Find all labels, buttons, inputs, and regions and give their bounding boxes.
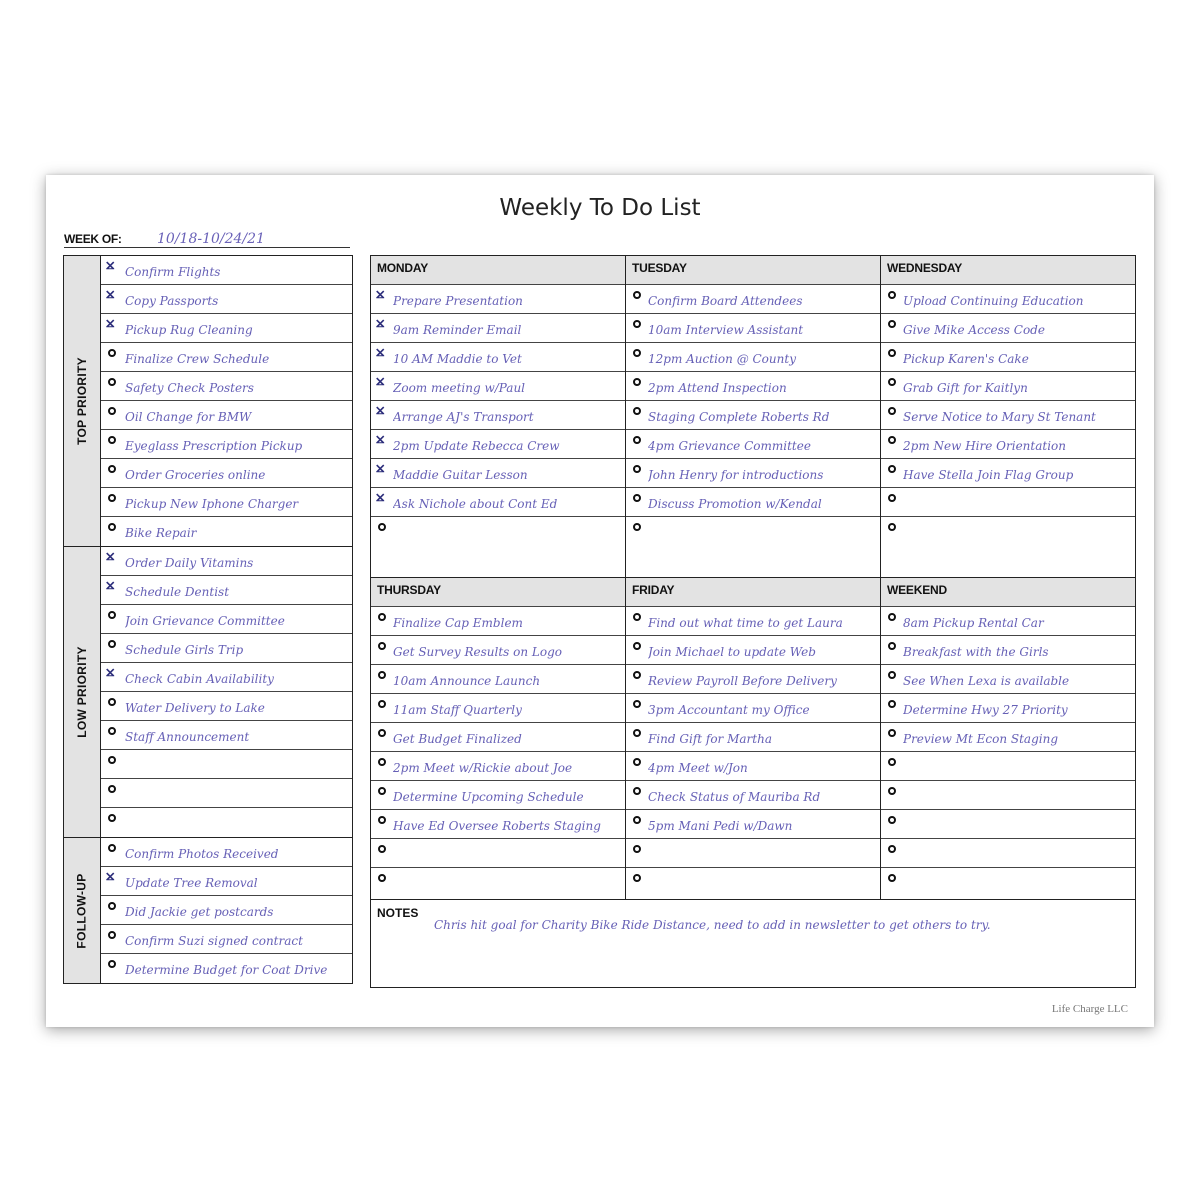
checkbox-circle-icon[interactable]: [108, 727, 116, 735]
task-row[interactable]: [101, 838, 352, 867]
section-label: [64, 838, 101, 983]
week-of-field: [64, 227, 350, 248]
empty-task-row[interactable]: [881, 839, 1135, 868]
checkbox-circle-icon[interactable]: [378, 874, 386, 882]
week-of-label: WEEK OF:: [64, 232, 122, 246]
day-row: [371, 578, 1135, 900]
task-row[interactable]: [101, 692, 352, 721]
task-row[interactable]: [371, 314, 625, 343]
task-text[interactable]: Confirm Board Attendees: [648, 294, 803, 308]
day-header: MONDAY: [371, 256, 625, 285]
checkbox-circle-icon[interactable]: [888, 671, 896, 679]
task-text[interactable]: Eyeglass Prescription Pickup: [125, 439, 303, 453]
task-row[interactable]: [881, 636, 1135, 665]
task-row[interactable]: [101, 925, 352, 954]
checkbox-circle-icon[interactable]: [633, 320, 641, 328]
checkbox-circle-icon[interactable]: [378, 700, 386, 708]
task-row[interactable]: [371, 694, 625, 723]
day-column: [881, 578, 1135, 899]
task-row[interactable]: [626, 694, 880, 723]
task-row[interactable]: [101, 430, 352, 459]
checkbox-circle-icon[interactable]: [633, 349, 641, 357]
task-row[interactable]: [101, 343, 352, 372]
empty-task-row[interactable]: [881, 488, 1135, 517]
task-text[interactable]: 2pm Attend Inspection: [648, 381, 787, 395]
task-text[interactable]: 2pm New Hire Orientation: [903, 439, 1066, 453]
task-text[interactable]: Pickup New Iphone Charger: [125, 497, 299, 511]
checkbox-circle-icon[interactable]: [633, 436, 641, 444]
task-row[interactable]: [626, 723, 880, 752]
checkbox-circle-icon[interactable]: [108, 349, 116, 357]
day-header: FRIDAY: [626, 578, 880, 607]
task-text[interactable]: Discuss Promotion w/Kendal: [648, 497, 822, 511]
task-row[interactable]: [101, 488, 352, 517]
checkbox-circle-icon[interactable]: [108, 407, 116, 415]
checkbox-circle-icon[interactable]: [108, 611, 116, 619]
task-text[interactable]: Serve Notice to Mary St Tenant: [903, 410, 1096, 424]
task-text[interactable]: Maddie Guitar Lesson: [393, 468, 528, 482]
task-row[interactable]: [881, 430, 1135, 459]
empty-task-row[interactable]: [371, 517, 625, 546]
task-row[interactable]: [101, 867, 352, 896]
checkbox-circle-icon[interactable]: [888, 523, 896, 531]
task-row[interactable]: [881, 665, 1135, 694]
task-text[interactable]: Confirm Photos Received: [125, 847, 279, 861]
task-text[interactable]: 2pm Meet w/Rickie about Joe: [393, 761, 573, 775]
task-text[interactable]: Order Daily Vitamins: [125, 556, 254, 570]
checkbox-circle-icon[interactable]: [108, 494, 116, 502]
task-text[interactable]: Check Cabin Availability: [125, 672, 274, 686]
empty-task-row[interactable]: [101, 779, 352, 808]
task-row[interactable]: [371, 636, 625, 665]
checkbox-circle-icon[interactable]: [378, 671, 386, 679]
checkbox-circle-icon[interactable]: [633, 874, 641, 882]
checkbox-circle-icon[interactable]: [633, 671, 641, 679]
footer-brand: Life Charge LLC: [1051, 1003, 1128, 1015]
task-text[interactable]: Determine Budget for Coat Drive: [125, 963, 328, 977]
task-row[interactable]: [371, 810, 625, 839]
task-row[interactable]: [371, 607, 625, 636]
day-header: THURSDAY: [371, 578, 625, 607]
day-column: [626, 256, 881, 577]
task-text[interactable]: Get Budget Finalized: [393, 732, 522, 746]
checkbox-circle-icon[interactable]: [888, 816, 896, 824]
task-text[interactable]: Zoom meeting w/Paul: [393, 381, 526, 395]
priority-section: [64, 838, 352, 983]
day-column: [626, 578, 881, 899]
checkbox-circle-icon[interactable]: [888, 465, 896, 473]
checked-mark-icon[interactable]: ⨲: [376, 285, 385, 302]
task-text[interactable]: Give Mike Access Code: [903, 323, 1045, 337]
task-row[interactable]: [626, 781, 880, 810]
day-column: [881, 256, 1135, 577]
checkbox-circle-icon[interactable]: [633, 291, 641, 299]
checked-mark-icon[interactable]: ⨲: [106, 256, 115, 273]
task-row[interactable]: [626, 607, 880, 636]
checkbox-circle-icon[interactable]: [108, 756, 116, 764]
task-text[interactable]: Staff Announcement: [125, 730, 250, 744]
checkbox-circle-icon[interactable]: [108, 523, 116, 531]
checked-mark-icon[interactable]: ⨲: [376, 459, 385, 476]
task-row[interactable]: [626, 752, 880, 781]
task-text[interactable]: Join Michael to update Web: [648, 645, 816, 659]
task-row[interactable]: [101, 314, 352, 343]
checkbox-circle-icon[interactable]: [108, 902, 116, 910]
task-text[interactable]: Check Status of Mauriba Rd: [648, 790, 821, 804]
task-row[interactable]: [371, 401, 625, 430]
task-row[interactable]: [626, 314, 880, 343]
task-text[interactable]: Order Groceries online: [125, 468, 266, 482]
checkbox-circle-icon[interactable]: [888, 436, 896, 444]
checkbox-circle-icon[interactable]: [108, 960, 116, 968]
days-block: [370, 255, 1136, 988]
checkbox-circle-icon[interactable]: [888, 407, 896, 415]
task-text[interactable]: See When Lexa is available: [903, 674, 1070, 688]
task-text[interactable]: Find out what time to get Laura: [648, 616, 843, 630]
checkbox-circle-icon[interactable]: [633, 494, 641, 502]
empty-task-row[interactable]: [881, 810, 1135, 839]
task-row[interactable]: [101, 605, 352, 634]
notes-section: [371, 900, 1135, 986]
task-row[interactable]: [626, 459, 880, 488]
checked-mark-icon[interactable]: ⨲: [106, 663, 115, 680]
task-row[interactable]: [371, 488, 625, 517]
task-text[interactable]: Determine Upcoming Schedule: [393, 790, 584, 804]
priority-block: [63, 255, 353, 984]
notes-label: NOTES: [377, 906, 419, 920]
task-text[interactable]: 9am Reminder Email: [393, 323, 522, 337]
checkbox-circle-icon[interactable]: [888, 494, 896, 502]
task-row[interactable]: [881, 285, 1135, 314]
task-row[interactable]: [371, 285, 625, 314]
task-row[interactable]: [881, 401, 1135, 430]
section-label-text: FOLLOW-UP: [75, 872, 89, 949]
checkbox-circle-icon[interactable]: [888, 320, 896, 328]
task-row[interactable]: [881, 343, 1135, 372]
checked-mark-icon[interactable]: ⨲: [106, 547, 115, 564]
checked-mark-icon[interactable]: ⨲: [106, 576, 115, 593]
task-text[interactable]: Preview Mt Econ Staging: [903, 732, 1059, 746]
task-text[interactable]: 8am Pickup Rental Car: [903, 616, 1044, 630]
task-row[interactable]: [626, 401, 880, 430]
task-row[interactable]: [101, 459, 352, 488]
task-text[interactable]: Finalize Crew Schedule: [125, 352, 270, 366]
task-text[interactable]: Prepare Presentation: [393, 294, 523, 308]
task-text[interactable]: Have Stella Join Flag Group: [903, 468, 1074, 482]
task-row[interactable]: [371, 430, 625, 459]
empty-task-row[interactable]: [101, 808, 352, 837]
empty-task-row[interactable]: [881, 868, 1135, 897]
checkbox-circle-icon[interactable]: [108, 844, 116, 852]
task-text[interactable]: Did Jackie get postcards: [125, 905, 274, 919]
checkbox-circle-icon[interactable]: [633, 845, 641, 853]
task-row[interactable]: [101, 401, 352, 430]
checkbox-circle-icon[interactable]: [888, 700, 896, 708]
checkbox-circle-icon[interactable]: [888, 845, 896, 853]
section-items: [101, 838, 352, 983]
checkbox-circle-icon[interactable]: [888, 787, 896, 795]
priority-section: [64, 256, 352, 547]
task-text[interactable]: 5pm Mani Pedi w/Dawn: [648, 819, 793, 833]
checkbox-circle-icon[interactable]: [108, 378, 116, 386]
checkbox-circle-icon[interactable]: [378, 816, 386, 824]
task-row[interactable]: [101, 576, 352, 605]
day-header: TUESDAY: [626, 256, 880, 285]
checkbox-circle-icon[interactable]: [633, 642, 641, 650]
day-column: [371, 256, 626, 577]
checkbox-circle-icon[interactable]: [108, 465, 116, 473]
checkbox-circle-icon[interactable]: [888, 349, 896, 357]
task-text[interactable]: Have Ed Oversee Roberts Staging: [393, 819, 601, 833]
section-items: [101, 256, 352, 546]
priority-section: [64, 547, 352, 838]
task-row[interactable]: [626, 343, 880, 372]
empty-task-row[interactable]: [881, 517, 1135, 546]
checkbox-circle-icon[interactable]: [633, 523, 641, 531]
checkbox-circle-icon[interactable]: [108, 640, 116, 648]
notes-text[interactable]: Chris hit goal for Charity Bike Ride Distance, need to add in newsletter to get others to try.: [434, 918, 991, 932]
task-row[interactable]: [881, 314, 1135, 343]
checkbox-circle-icon[interactable]: [378, 729, 386, 737]
checkbox-circle-icon[interactable]: [633, 787, 641, 795]
checkbox-circle-icon[interactable]: [888, 613, 896, 621]
checkbox-circle-icon[interactable]: [888, 758, 896, 766]
task-row[interactable]: [101, 896, 352, 925]
checkbox-circle-icon[interactable]: [378, 642, 386, 650]
checked-mark-icon[interactable]: ⨲: [376, 488, 385, 505]
task-text[interactable]: John Henry for introductions: [648, 468, 824, 482]
task-row[interactable]: [101, 256, 352, 285]
checkbox-circle-icon[interactable]: [378, 523, 386, 531]
task-row[interactable]: [371, 459, 625, 488]
checkbox-circle-icon[interactable]: [888, 642, 896, 650]
task-text[interactable]: Confirm Suzi signed contract: [125, 934, 303, 948]
task-row[interactable]: [626, 372, 880, 401]
task-row[interactable]: [101, 663, 352, 692]
checkbox-circle-icon[interactable]: [633, 758, 641, 766]
checked-mark-icon[interactable]: ⨲: [106, 285, 115, 302]
task-text[interactable]: 10am Announce Launch: [393, 674, 541, 688]
task-text[interactable]: 11am Staff Quarterly: [393, 703, 522, 717]
task-text[interactable]: 3pm Accountant my Office: [648, 703, 810, 717]
task-row[interactable]: [101, 285, 352, 314]
task-text[interactable]: 2pm Update Rebecca Crew: [393, 439, 560, 453]
task-row[interactable]: [881, 694, 1135, 723]
checkbox-circle-icon[interactable]: [888, 729, 896, 737]
task-row[interactable]: [626, 810, 880, 839]
task-text[interactable]: 4pm Meet w/Jon: [648, 761, 748, 775]
task-text[interactable]: Confirm Flights: [125, 265, 221, 279]
task-text[interactable]: 12pm Auction @ County: [648, 352, 796, 366]
task-text[interactable]: Schedule Dentist: [125, 585, 230, 599]
empty-task-row[interactable]: [371, 839, 625, 868]
section-label-text: TOP PRIORITY: [75, 357, 89, 445]
task-text[interactable]: Schedule Girls Trip: [125, 643, 244, 657]
task-text[interactable]: Pickup Rug Cleaning: [125, 323, 253, 337]
empty-task-row[interactable]: [881, 781, 1135, 810]
checkbox-circle-icon[interactable]: [633, 816, 641, 824]
task-text[interactable]: Get Survey Results on Logo: [393, 645, 563, 659]
checked-mark-icon[interactable]: ⨲: [106, 867, 115, 884]
day-header: WEEKEND: [881, 578, 1135, 607]
empty-task-row[interactable]: [881, 752, 1135, 781]
checkbox-circle-icon[interactable]: [633, 700, 641, 708]
checkbox-circle-icon[interactable]: [378, 787, 386, 795]
todo-sheet: [46, 175, 1154, 1027]
checked-mark-icon[interactable]: ⨲: [106, 314, 115, 331]
task-row[interactable]: [101, 517, 352, 546]
task-row[interactable]: [626, 636, 880, 665]
checkbox-circle-icon[interactable]: [633, 465, 641, 473]
task-row[interactable]: [881, 372, 1135, 401]
empty-task-row[interactable]: [626, 868, 880, 897]
day-row: [371, 256, 1135, 578]
checkbox-circle-icon[interactable]: [888, 874, 896, 882]
page-title: Weekly To Do List: [499, 195, 701, 221]
task-row[interactable]: [371, 343, 625, 372]
section-items: [101, 547, 352, 837]
task-text[interactable]: Determine Hwy 27 Priority: [903, 703, 1068, 717]
checkbox-circle-icon[interactable]: [888, 291, 896, 299]
task-row[interactable]: [626, 665, 880, 694]
task-text[interactable]: Join Grievance Committee: [125, 614, 285, 628]
task-row[interactable]: [371, 781, 625, 810]
checkbox-circle-icon[interactable]: [378, 758, 386, 766]
task-text[interactable]: Staging Complete Roberts Rd: [648, 410, 830, 424]
task-text[interactable]: 10 AM Maddie to Vet: [393, 352, 522, 366]
task-text[interactable]: Bike Repair: [125, 526, 197, 540]
checkbox-circle-icon[interactable]: [888, 378, 896, 386]
task-row[interactable]: [371, 665, 625, 694]
task-text[interactable]: Breakfast with the Girls: [903, 645, 1049, 659]
task-row[interactable]: [371, 372, 625, 401]
task-row[interactable]: [626, 430, 880, 459]
task-text[interactable]: Update Tree Removal: [125, 876, 258, 890]
day-column: [371, 578, 626, 899]
task-text[interactable]: Copy Passports: [125, 294, 219, 308]
task-text[interactable]: Arrange AJ's Transport: [393, 410, 534, 424]
task-row[interactable]: [101, 547, 352, 576]
task-row[interactable]: [881, 607, 1135, 636]
checkbox-circle-icon[interactable]: [108, 814, 116, 822]
section-label: [64, 256, 101, 546]
task-text[interactable]: Water Delivery to Lake: [125, 701, 265, 715]
checkbox-circle-icon[interactable]: [633, 729, 641, 737]
task-row[interactable]: [881, 723, 1135, 752]
empty-task-row[interactable]: [371, 868, 625, 897]
checkbox-circle-icon[interactable]: [108, 785, 116, 793]
task-row[interactable]: [626, 488, 880, 517]
checkbox-circle-icon[interactable]: [378, 845, 386, 853]
checked-mark-icon[interactable]: ⨲: [376, 343, 385, 360]
task-text[interactable]: Review Payroll Before Delivery: [648, 674, 837, 688]
checkbox-circle-icon[interactable]: [633, 613, 641, 621]
checkbox-circle-icon[interactable]: [378, 613, 386, 621]
task-row[interactable]: [626, 285, 880, 314]
checkbox-circle-icon[interactable]: [633, 378, 641, 386]
task-text[interactable]: Pickup Karen's Cake: [903, 352, 1029, 366]
task-text[interactable]: Upload Continuing Education: [903, 294, 1084, 308]
task-text[interactable]: 4pm Grievance Committee: [648, 439, 811, 453]
task-row[interactable]: [101, 721, 352, 750]
task-row[interactable]: [881, 459, 1135, 488]
checkbox-circle-icon[interactable]: [108, 436, 116, 444]
empty-task-row[interactable]: [626, 517, 880, 546]
task-text[interactable]: Oil Change for BMW: [125, 410, 252, 424]
task-text[interactable]: 10am Interview Assistant: [648, 323, 804, 337]
task-row[interactable]: [371, 723, 625, 752]
day-header: WEDNESDAY: [881, 256, 1135, 285]
task-text[interactable]: Safety Check Posters: [125, 381, 254, 395]
checkbox-circle-icon[interactable]: [108, 931, 116, 939]
checked-mark-icon[interactable]: ⨲: [376, 314, 385, 331]
task-row[interactable]: [371, 752, 625, 781]
section-label-text: LOW PRIORITY: [75, 646, 90, 738]
section-label: [64, 547, 101, 837]
empty-task-row[interactable]: [101, 750, 352, 779]
task-text[interactable]: Grab Gift for Kaitlyn: [903, 381, 1028, 395]
task-row[interactable]: [101, 372, 352, 401]
task-text[interactable]: Ask Nichole about Cont Ed: [393, 497, 558, 511]
checked-mark-icon[interactable]: ⨲: [376, 372, 385, 389]
checkbox-circle-icon[interactable]: [108, 698, 116, 706]
task-row[interactable]: [101, 634, 352, 663]
checked-mark-icon[interactable]: ⨲: [376, 401, 385, 418]
empty-task-row[interactable]: [626, 839, 880, 868]
task-text[interactable]: Find Gift for Martha: [648, 732, 772, 746]
task-row[interactable]: [101, 954, 352, 983]
checkbox-circle-icon[interactable]: [633, 407, 641, 415]
checked-mark-icon[interactable]: ⨲: [376, 430, 385, 447]
week-of-value[interactable]: 10/18-10/24/21: [157, 231, 265, 247]
task-text[interactable]: Finalize Cap Emblem: [393, 616, 523, 630]
